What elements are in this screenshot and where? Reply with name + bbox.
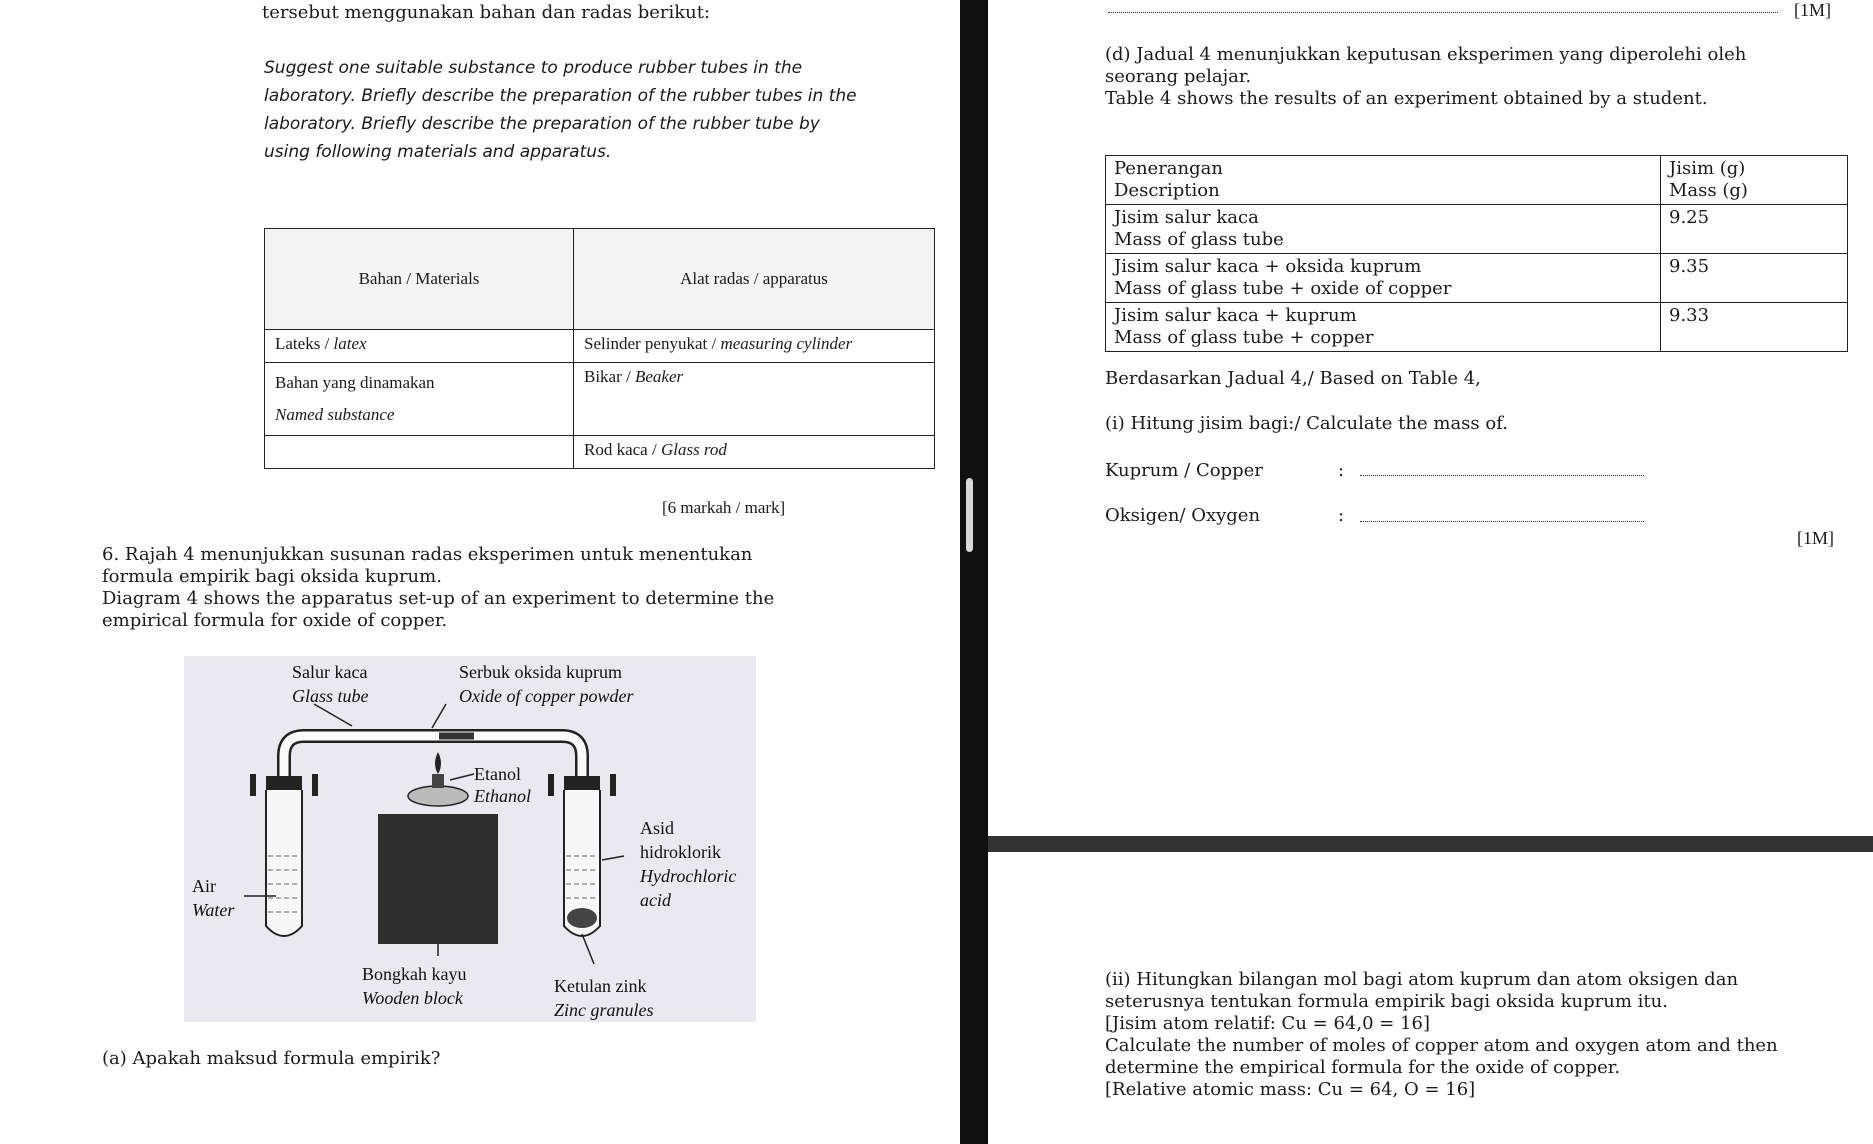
top-mark: [1M] bbox=[1794, 0, 1831, 20]
q-ii-line: Calculate the number of moles of copper atom and oxygen atom and then bbox=[1105, 1035, 1778, 1056]
label-serbuk: Serbuk oksida kuprum bbox=[459, 662, 622, 682]
materials-table bbox=[264, 228, 935, 469]
wooden-block bbox=[378, 814, 498, 944]
mark-1m: [1M] bbox=[1797, 528, 1834, 548]
left-clamp-l bbox=[250, 774, 256, 796]
label-acid: acid bbox=[640, 890, 671, 910]
q6-line: empirical formula for oxide of copper. bbox=[102, 610, 448, 631]
marks-label: [6 markah / mark] bbox=[662, 498, 786, 517]
label-bongkah: Bongkah kayu bbox=[362, 964, 467, 984]
suggest-line: using following materials and apparatus. bbox=[264, 142, 612, 162]
label-ethanol: Ethanol bbox=[474, 786, 531, 806]
pointer-acid bbox=[602, 856, 624, 860]
label-wooden: Wooden block bbox=[362, 988, 463, 1008]
left-test-tube bbox=[266, 790, 302, 936]
question-a: (a) Apakah maksud formula empirik? bbox=[102, 1048, 441, 1069]
right-clamp-l bbox=[548, 774, 554, 796]
table-cell: Bahan yang dinamakan Named substance bbox=[265, 363, 574, 436]
table-row bbox=[265, 436, 935, 469]
q-ii-line: (ii) Hitungkan bilangan mol bagi atom kuprum dan atom oksigen dan bbox=[1105, 969, 1739, 990]
lamp-wick bbox=[432, 774, 444, 788]
flame bbox=[435, 752, 441, 774]
table-row bbox=[1106, 303, 1848, 352]
q-ii-line: determine the empirical formula for the oxide of copper. bbox=[1105, 1057, 1621, 1078]
based-on-table: Berdasarkan Jadual 4,/ Based on Table 4, bbox=[1105, 368, 1481, 389]
label-air: Air bbox=[192, 876, 216, 896]
q6-line: formula empirik bagi oksida kuprum. bbox=[102, 566, 442, 587]
label-water: Water bbox=[192, 900, 235, 920]
question-d bbox=[1105, 44, 1746, 110]
page-separator bbox=[988, 836, 1873, 852]
table-cell: Jisim salur kaca + oksida kuprum Mass of glass tube + oxide of copper bbox=[1106, 254, 1661, 303]
table-row bbox=[1106, 254, 1848, 303]
suggest-line: Suggest one suitable substance to produce rubber tubes in the bbox=[264, 58, 803, 78]
table-cell: Selinder penyukat / measuring cylinder bbox=[574, 330, 935, 363]
table-cell: Jisim salur kaca + kuprum Mass of glass tube + copper bbox=[1106, 303, 1661, 352]
copper-answer-line[interactable] bbox=[1360, 475, 1644, 476]
spirit-lamp bbox=[408, 786, 468, 806]
page-divider bbox=[960, 0, 988, 1144]
table-cell bbox=[265, 436, 574, 469]
split-handle[interactable] bbox=[966, 478, 973, 552]
table-cell: Jisim salur kaca Mass of glass tube bbox=[1106, 205, 1661, 254]
pointer-ethanol bbox=[450, 774, 474, 780]
right-bottom-page bbox=[988, 852, 1873, 1144]
q-ii-line: [Relative atomic mass: Cu = 64, O = 16] bbox=[1105, 1079, 1476, 1100]
suggest-question bbox=[264, 54, 857, 166]
pointer-zinc bbox=[582, 934, 594, 964]
copper-label: Kuprum / Copper bbox=[1105, 460, 1263, 481]
answer-dotted-line bbox=[1108, 12, 1778, 13]
table-cell: 9.25 bbox=[1661, 205, 1848, 254]
left-clamp-r bbox=[312, 774, 318, 796]
intro-text: tersebut menggunakan bahan dan radas berikut: bbox=[262, 2, 711, 23]
apparatus-diagram bbox=[184, 656, 756, 1022]
label-salur-kaca: Salur kaca bbox=[292, 662, 368, 682]
question-ii bbox=[1105, 969, 1778, 1101]
d-line: seorang pelajar. bbox=[1105, 66, 1252, 87]
right-clamp-r bbox=[610, 774, 616, 796]
label-etanol: Etanol bbox=[474, 764, 521, 784]
materials-header: Bahan / Materials bbox=[265, 229, 574, 330]
table-cell: Jisim (g) Mass (g) bbox=[1661, 156, 1848, 205]
table-cell: 9.35 bbox=[1661, 254, 1848, 303]
q6-line: 6. Rajah 4 menunjukkan susunan radas eksperimen untuk menentukan bbox=[102, 544, 753, 565]
q6-line: Diagram 4 shows the apparatus set-up of an experiment to determine the bbox=[102, 588, 775, 609]
table-cell: Penerangan Description bbox=[1106, 156, 1661, 205]
q-ii-line: seterusnya tentukan formula empirik bagi oksida kuprum itu. bbox=[1105, 991, 1668, 1012]
table-header-row bbox=[265, 229, 935, 330]
results-table bbox=[1105, 155, 1848, 352]
table-cell: Lateks / latex bbox=[265, 330, 574, 363]
table-cell: Bikar / Beaker bbox=[574, 363, 935, 436]
oxygen-answer-line[interactable] bbox=[1360, 521, 1644, 522]
left-stopper bbox=[266, 776, 302, 790]
oxygen-colon: : bbox=[1338, 505, 1345, 526]
table-header-row bbox=[1106, 156, 1848, 205]
question-i: (i) Hitung jisim bagi:/ Calculate the mass of. bbox=[1105, 413, 1508, 434]
table-row bbox=[265, 330, 935, 363]
d-line: Table 4 shows the results of an experiment obtained by a student. bbox=[1105, 88, 1708, 109]
label-glass-tube: Glass tube bbox=[292, 686, 369, 706]
q-ii-line: [Jisim atom relatif: Cu = 64,0 = 16] bbox=[1105, 1013, 1430, 1034]
suggest-line: laboratory. Briefly describe the preparation of the rubber tubes in the bbox=[264, 86, 857, 106]
label-asid: Asid bbox=[640, 818, 675, 838]
table-cell: 9.33 bbox=[1661, 303, 1848, 352]
label-oxide-powder: Oxide of copper powder bbox=[459, 686, 634, 706]
table-cell: Rod kaca / Glass rod bbox=[574, 436, 935, 469]
label-hidroklorik: hidroklorik bbox=[640, 842, 721, 862]
zinc-granules bbox=[567, 908, 597, 928]
table-row bbox=[265, 363, 935, 436]
apparatus-header: Alat radas / apparatus bbox=[574, 229, 935, 330]
label-hydrochloric: Hydrochloric bbox=[640, 866, 737, 886]
label-ketulan: Ketulan zink bbox=[554, 976, 647, 996]
d-line: (d) Jadual 4 menunjukkan keputusan eksperimen yang diperolehi oleh bbox=[1105, 44, 1747, 65]
label-zinc: Zinc granules bbox=[554, 1000, 654, 1020]
table-row bbox=[1106, 205, 1848, 254]
question-6 bbox=[102, 544, 774, 632]
oxygen-label: Oksigen/ Oxygen bbox=[1105, 505, 1261, 526]
suggest-line: laboratory. Briefly describe the preparation of the rubber tube by bbox=[264, 114, 820, 134]
right-stopper bbox=[564, 776, 600, 790]
copper-colon: : bbox=[1338, 460, 1345, 481]
pointer-oxide bbox=[432, 704, 446, 728]
